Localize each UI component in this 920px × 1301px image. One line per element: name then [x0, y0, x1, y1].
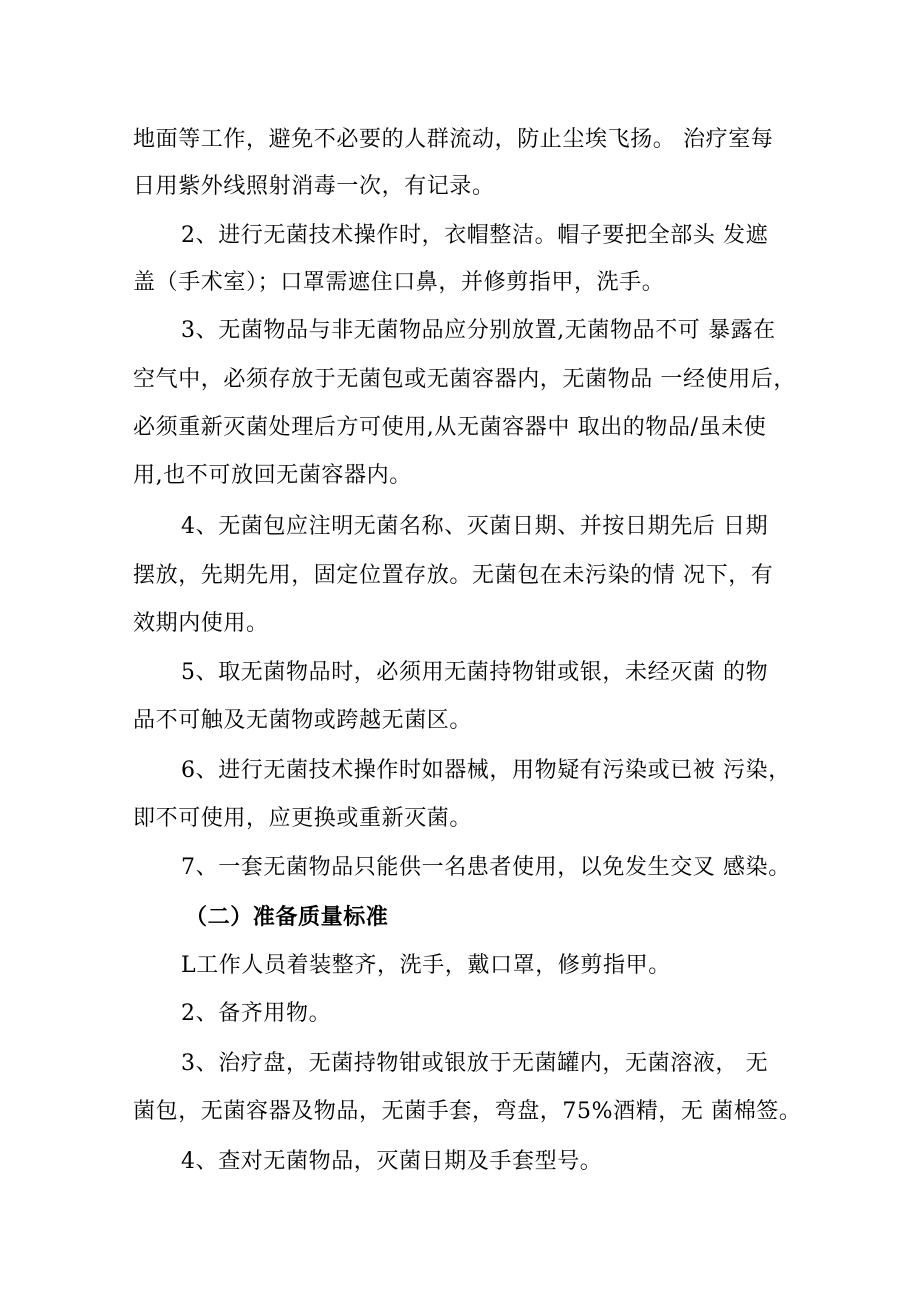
- text-line-8: 用,也不可放回无菌容器内。: [133, 463, 412, 488]
- text-line-5: 3、无菌物品与非无菌物品应分别放置,无菌物品不可 暴露在: [181, 318, 776, 343]
- text-line-14: 6、进行无菌技术操作时如器械，用物疑有污染或已被 污染，: [181, 758, 791, 783]
- text-line-12: 5、取无菌物品时，必须用无菌持物钳或银，未经灭菌 的物: [181, 660, 769, 685]
- text-line-15: 即不可使用，应更换或重新灭菌。: [133, 806, 473, 831]
- text-line-11: 效期内使用。: [133, 611, 269, 636]
- section-heading: （二）准备质量标准: [185, 904, 389, 930]
- text-line-4: 盖（手术室）；口罩需遮住口鼻，并修剪指甲，洗手。: [133, 270, 665, 295]
- text-line-2: 日用紫外线照射消毒一次，有记录。: [133, 174, 495, 199]
- text-line-13: 品不可触及无菌物或跨越无菌区。: [133, 708, 473, 733]
- text-line-22: 4、查对无菌物品，灭菌日期及手套型号。: [181, 1149, 603, 1174]
- text-line-16: 7、一套无菌物品只能供一名患者使用，以免发生交叉 感染。: [181, 855, 791, 880]
- text-line-6: 空气中，必须存放于无菌包或无菌容器内，无菌物品 一经使用后，: [133, 367, 796, 392]
- text-line-21: 菌包，无菌容器及物品，无菌手套，弯盘，75%酒精，无 菌棉签。: [133, 1099, 802, 1124]
- text-line-18: L工作人员着装整齐，洗手，戴口罩，修剪指甲。: [181, 953, 671, 978]
- text-line-7: 必须重新灭菌处理后方可使用,从无菌容器中 取出的物品/虽未使: [133, 415, 767, 440]
- text-line-19: 2、备齐用物。: [181, 1001, 332, 1026]
- text-line-1: 地面等工作，避免不必要的人群流动，防止尘埃飞扬。 治疗室每: [133, 127, 774, 152]
- text-line-10: 摆放，先期先用，固定位置存放。无菌包在未污染的情 况下，有: [133, 563, 774, 588]
- text-line-9: 4、无菌包应注明无菌名称、灭菌日期、并按日期先后 日期: [181, 514, 769, 539]
- text-line-20: 3、治疗盘，无菌持物钳或银放于无菌罐内，无菌溶液， 无: [181, 1051, 769, 1076]
- text-line-3: 2、进行无菌技术操作时，衣帽整洁。帽子要把全部头 发遮: [181, 223, 769, 248]
